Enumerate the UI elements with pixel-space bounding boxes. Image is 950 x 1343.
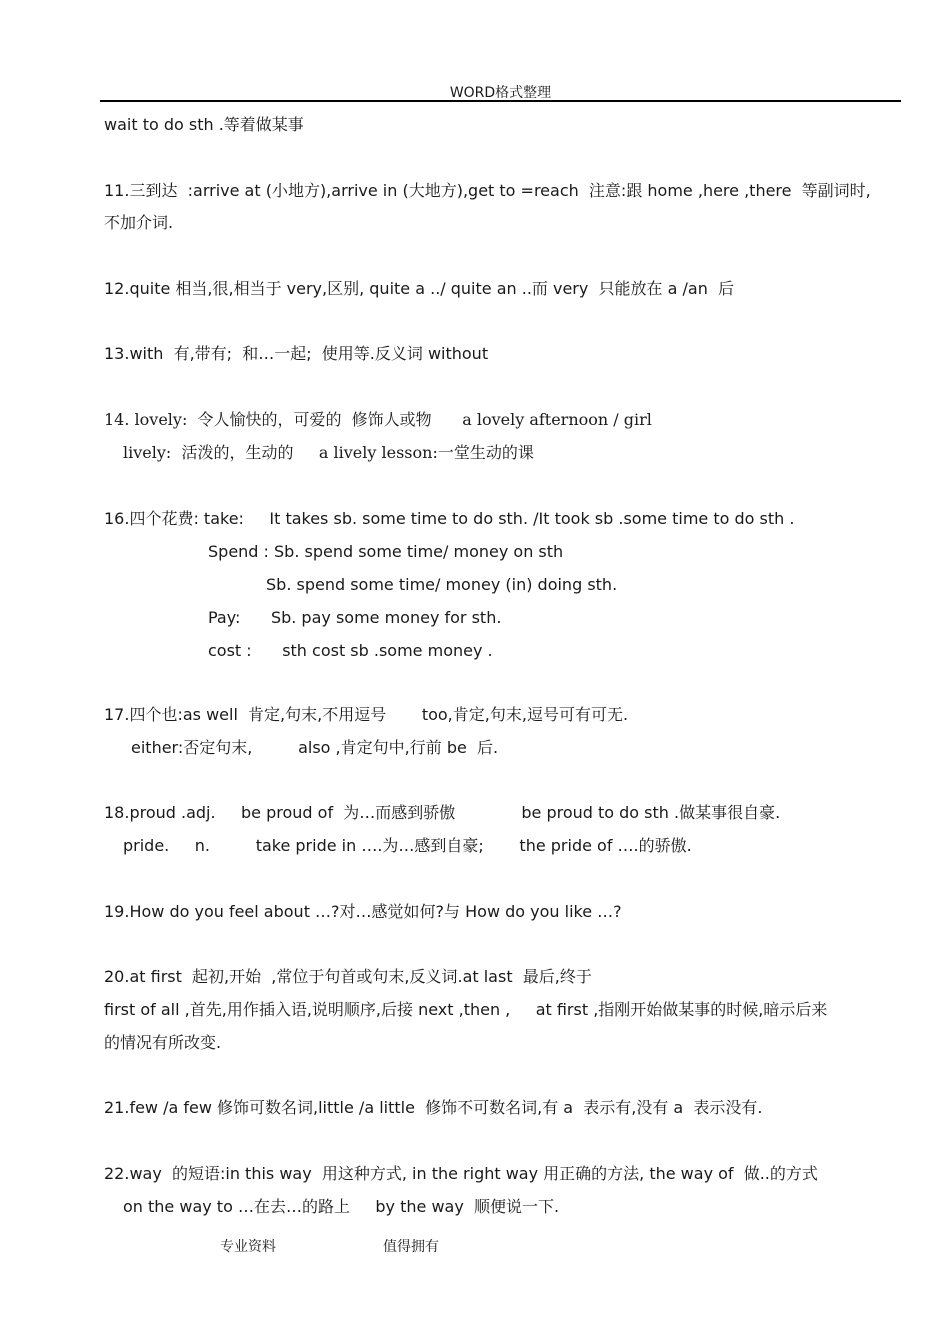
text-line: 18.proud .adj. be proud of 为…而感到骄傲 be proud to do sth .做某事很自豪.: [104, 803, 781, 822]
text-line: first of all ,首先,用作插入语,说明顺序,后接 next ,then , at first ,指刚开始做某事的时候,暗示后来: [104, 1000, 828, 1019]
text-line: pride. n. take pride in ….为…感到自豪; the pride of ….的骄傲.: [123, 836, 692, 855]
text-line: cost : sth cost sb .some money .: [208, 641, 493, 660]
footer-right-text: 值得拥有: [383, 1239, 439, 1255]
text-line: lively: 活泼的，生动的 a lively lesson:一堂生动的课: [123, 443, 534, 462]
text-line: 19.How do you feel about …?对…感觉如何?与 How do you like …?: [104, 902, 622, 921]
text-line: on the way to …在去…的路上 by the way 顺便说一下.: [123, 1197, 560, 1216]
text-line: 20.at first 起初,开始 ,常位于句首或句末,反义词.at last 最后,终于: [104, 967, 592, 986]
text-line: wait to do sth .等着做某事: [104, 115, 304, 134]
footer-left-text: 专业资料: [220, 1239, 276, 1255]
text-line: 16.四个花费: take: It takes sb. some time to do sth. /It took sb .some time to do sth .: [104, 509, 795, 528]
text-line: 14. lovely: 令人愉快的，可爱的 修饰人或物 a lovely afternoon / girl: [104, 410, 652, 429]
text-line: 13.with 有,带有; 和…一起; 使用等.反义词 without: [104, 344, 489, 363]
text-line: 的情况有所改变.: [104, 1033, 222, 1052]
text-line: Spend : Sb. spend some time/ money on sth: [208, 542, 564, 561]
text-line: 22.way 的短语:in this way 用这种方式, in the right way 用正确的方法, the way of 做..的方式: [104, 1164, 818, 1183]
text-line: 12.quite 相当,很,相当于 very,区别, quite a ../ quite an ..而 very 只能放在 a /an 后: [104, 279, 735, 298]
text-line: 11.三到达 :arrive at (小地方),arrive in (大地方),get to =reach 注意:跟 home ,here ,there 等副词时,: [104, 181, 871, 200]
text-line: 21.few /a few 修饰可数名词,little /a little 修饰不可数名词,有 a 表示有,没有 a 表示没有.: [104, 1098, 763, 1117]
text-line: either:否定句末, also ,肯定句中,行前 be 后.: [131, 738, 499, 757]
text-line: 不加介词.: [104, 213, 174, 232]
header-rule: [100, 100, 901, 102]
text-line: Pay: Sb. pay some money for sth.: [208, 608, 502, 627]
page-header-title: WORD格式整理: [449, 85, 552, 101]
text-line: Sb. spend some time/ money (in) doing sth.: [266, 575, 618, 594]
text-line: 17.四个也:as well 肯定,句末,不用逗号 too,肯定,句末,逗号可有可无.: [104, 705, 629, 724]
